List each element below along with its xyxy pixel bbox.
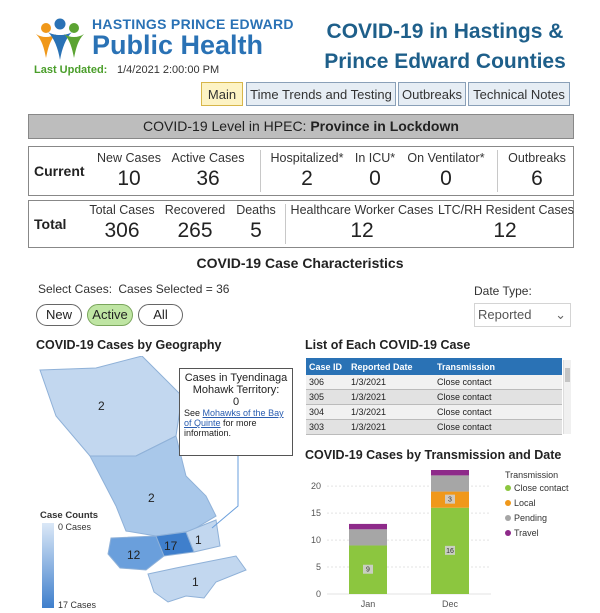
- map-legend-max: 17 Cases: [58, 600, 97, 610]
- select-cases-label: Select Cases:: [38, 282, 113, 296]
- icu-value: 0: [369, 167, 381, 190]
- active-cases-label: Active Cases: [171, 151, 245, 165]
- divider: [285, 204, 286, 244]
- date-type-value: Reported: [478, 307, 532, 322]
- ventilator-label: On Ventilator*: [407, 151, 485, 165]
- map-count-prince-edward: 1: [192, 575, 199, 589]
- table-header-row: [306, 358, 562, 375]
- tab-technical-notes[interactable]: Technical Notes: [468, 82, 570, 106]
- characteristics-title: COVID-19 Case Characteristics: [196, 255, 404, 271]
- tooltip-link[interactable]: Mohawks of the Bay of Quinte: [184, 408, 284, 428]
- bar-pending: [431, 475, 469, 491]
- case-list-table-wrap: [306, 358, 570, 438]
- outbreaks-value: 6: [531, 167, 543, 190]
- active-cases-value: 36: [196, 167, 220, 190]
- data-label: 3: [448, 496, 452, 504]
- last-updated-value: 1/4/2021 2:00:00 PM: [117, 64, 220, 76]
- icu-label: In ICU*: [354, 151, 396, 165]
- y-tick-label: 5: [315, 562, 321, 573]
- reported-date-cell: 1/3/2021: [348, 375, 434, 390]
- filter-all-button[interactable]: All: [138, 304, 183, 326]
- map-count-southeast: 1: [195, 533, 202, 547]
- select-cases-row: [38, 282, 229, 296]
- recovered-value: 265: [177, 219, 213, 242]
- total-cases-value: 306: [104, 219, 140, 242]
- case-id-cell: 304: [306, 405, 348, 420]
- map-count-north: 2: [98, 399, 105, 413]
- x-tick-label: Jan: [360, 599, 376, 609]
- y-tick-label: 10: [310, 535, 321, 546]
- map-tooltip: [179, 368, 293, 456]
- lockdown-level: Province in Lockdown: [310, 118, 459, 134]
- logo-figures-icon: [34, 18, 86, 60]
- case-id-cell: 305: [306, 390, 348, 405]
- map-legend-gradient: [42, 523, 54, 608]
- data-label: 16: [446, 547, 454, 555]
- chart-legend: [505, 470, 569, 538]
- new-cases-value: 10: [117, 167, 141, 190]
- tooltip-footer: [184, 408, 288, 438]
- hospitalized-value: 2: [301, 167, 313, 190]
- ltc-cases-value: 12: [493, 219, 517, 242]
- recovered-label: Recovered: [164, 203, 226, 217]
- page-title-line2: Prince Edward Counties: [324, 50, 566, 73]
- logo: [34, 18, 86, 60]
- geography-title: COVID-19 Cases by Geography: [36, 338, 222, 352]
- transmission-cell: Close contact: [434, 390, 562, 405]
- last-updated-label: Last Updated:: [34, 64, 108, 76]
- hospitalized-label: Hospitalized*: [270, 151, 344, 165]
- divider: [260, 150, 261, 192]
- table-scrollbar[interactable]: [563, 360, 571, 434]
- map-legend-min: 0 Cases: [58, 522, 92, 532]
- ventilator-value: 0: [440, 167, 452, 190]
- table-row[interactable]: [306, 390, 562, 405]
- hcw-cases-value: 12: [350, 219, 374, 242]
- chevron-down-icon: ⌄: [555, 307, 566, 322]
- tooltip-pointer-line: [212, 456, 238, 528]
- case-id-cell: 306: [306, 375, 348, 390]
- y-tick-label: 15: [310, 508, 321, 519]
- new-cases-label: New Cases: [97, 151, 161, 165]
- map-region-north[interactable]: [40, 356, 182, 456]
- deaths-value: 5: [250, 219, 262, 242]
- total-row-label: Total: [34, 216, 67, 232]
- brand-line1: HASTINGS PRINCE EDWARD: [92, 16, 294, 32]
- data-label: 9: [366, 566, 370, 574]
- deaths-label: Deaths: [236, 203, 276, 217]
- tooltip-value: 0: [232, 396, 240, 408]
- lockdown-status-bar: [28, 114, 574, 139]
- cases-selected-text: Cases Selected = 36: [118, 282, 230, 296]
- case-list-title: List of Each COVID-19 Case: [305, 338, 471, 352]
- total-cases-label: Total Cases: [89, 203, 155, 217]
- legend-item-travel[interactable]: [505, 528, 569, 538]
- table-row[interactable]: [306, 375, 562, 390]
- map-count-central: 2: [148, 491, 155, 505]
- tab-time-trends[interactable]: Time Trends and Testing: [246, 82, 396, 106]
- legend-label: Pending: [514, 513, 548, 523]
- date-type-dropdown[interactable]: [474, 303, 571, 327]
- filter-active-button[interactable]: Active: [87, 304, 133, 326]
- legend-label: Travel: [514, 528, 539, 538]
- legend-swatch: [505, 500, 511, 506]
- table-row[interactable]: [306, 420, 562, 435]
- ltc-cases-label: LTC/RH Resident Cases: [438, 203, 574, 217]
- hcw-cases-label: Healthcare Worker Cases: [290, 203, 434, 217]
- legend-item-pending[interactable]: [505, 513, 569, 523]
- transmission-cell: Close contact: [434, 405, 562, 420]
- brand-name: Public Health: [92, 30, 264, 60]
- legend-label: Close contact: [514, 483, 569, 493]
- map-count-south-central: 17: [164, 539, 178, 553]
- filter-new-button[interactable]: New: [36, 304, 82, 326]
- scrollbar-thumb[interactable]: [565, 368, 570, 382]
- tab-outbreaks[interactable]: Outbreaks: [398, 82, 466, 106]
- reported-date-cell: 1/3/2021: [348, 390, 434, 405]
- tab-main[interactable]: Main: [201, 82, 243, 106]
- column-header[interactable]: Case ID: [306, 358, 348, 375]
- bar-travel: [431, 470, 469, 475]
- tooltip-title: Cases in Tyendinaga Mohawk Territory:: [184, 372, 288, 396]
- divider: [497, 150, 498, 192]
- bar-pending: [349, 529, 387, 545]
- column-header[interactable]: Reported Date: [348, 358, 434, 375]
- transmission-chart: [305, 466, 495, 613]
- transmission-cell: Close contact: [434, 420, 562, 435]
- page-title: [310, 17, 580, 77]
- case-id-cell: 303: [306, 420, 348, 435]
- x-tick-label: Dec: [441, 599, 459, 609]
- chart-title: COVID-19 Cases by Transmission and Date: [305, 448, 562, 462]
- current-row-label: Current: [34, 163, 85, 179]
- page-title-line1: COVID-19 in Hastings &: [326, 20, 564, 43]
- map-legend-title: Case Counts: [40, 510, 99, 521]
- legend-swatch: [505, 485, 511, 491]
- reported-date-cell: 1/3/2021: [348, 405, 434, 420]
- legend-item-local[interactable]: [505, 498, 569, 508]
- legend-label: Local: [514, 498, 536, 508]
- column-header[interactable]: Transmission: [434, 358, 562, 375]
- table-row[interactable]: [306, 405, 562, 420]
- legend-item-close-contact[interactable]: [505, 483, 569, 493]
- legend-swatch: [505, 515, 511, 521]
- outbreaks-label: Outbreaks: [508, 151, 566, 165]
- y-tick-label: 20: [310, 481, 321, 492]
- legend-swatch: [505, 530, 511, 536]
- tooltip-see: See: [184, 408, 201, 418]
- legend-title: Transmission: [505, 470, 559, 480]
- lockdown-prefix: COVID-19 Level in HPEC:: [143, 118, 307, 134]
- case-list-table: [306, 358, 562, 435]
- date-type-label: Date Type:: [474, 284, 532, 298]
- bar-travel: [349, 524, 387, 529]
- tooltip-tail: for more information.: [184, 418, 257, 438]
- map-count-southwest: 12: [127, 548, 141, 562]
- transmission-cell: Close contact: [434, 375, 562, 390]
- reported-date-cell: 1/3/2021: [348, 420, 434, 435]
- y-tick-label: 0: [315, 589, 321, 599]
